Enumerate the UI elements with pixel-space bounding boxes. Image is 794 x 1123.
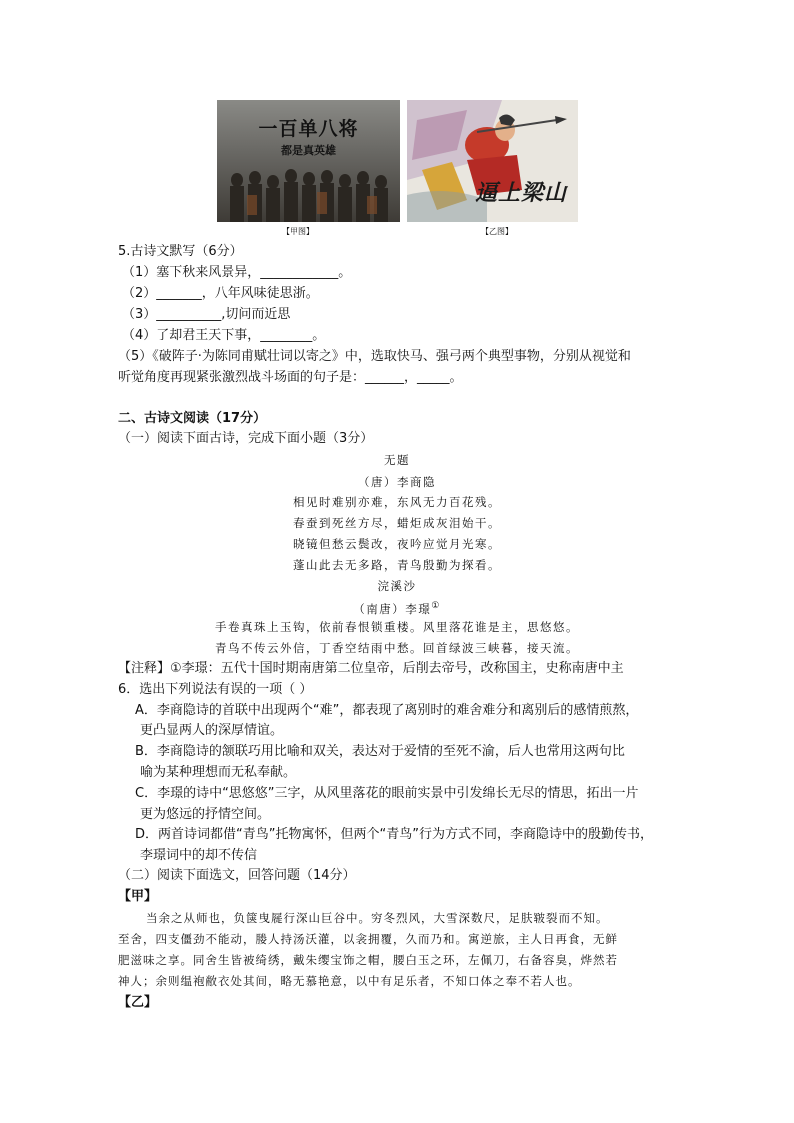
passage-jia-label: 【甲】 (118, 889, 158, 904)
q5-item-4: （4）了却君王天下事，________。 (122, 328, 326, 343)
q5-item-3: （3）__________,切问而近思 (122, 307, 291, 322)
yi-image-title: 逼上梁山 (475, 180, 568, 206)
passage-jia-line-3: 肥滋味之享。同舍生皆被绮绣，戴朱缨宝饰之帽，腰白玉之环，左佩刀，右备容臭，烨然若 (118, 953, 618, 967)
poem1-line-4: 蓬山此去无多路，青鸟殷勤为探看。 (293, 558, 501, 572)
q5-item-5-line1: （5）《破阵子·为陈同甫赋壮词以寄之》中，选取快马、强弓两个典型事物，分别从视觉和 (118, 349, 631, 364)
q6-option-d-line1: D．两首诗词都借“青鸟”托物寓怀，但两个“青鸟”行为方式不同，李商隐诗中的殷勤传书， (135, 827, 653, 842)
section2-title: 二、古诗文阅读（17分） (118, 411, 267, 426)
jia-image-title: 一百单八将 (258, 118, 359, 140)
section2-sub2: （二）阅读下面选文，回答问题（14分） (118, 868, 356, 883)
passage-jia-line-4: 神人；余则缊袍敝衣处其间，略无慕艳意，以中有足乐者，不知口体之奉不若人也。 (118, 974, 581, 988)
jia-image-subtitle: 都是真英雄 (281, 144, 336, 157)
section2-sub1: （一）阅读下面古诗，完成下面小题（3分） (118, 431, 374, 446)
poem1-author: （唐）李商隐 (358, 475, 436, 489)
jia-image-caption: 【甲图】 (282, 227, 314, 236)
q5-item-5-line2: 听觉角度再现紧张激烈战斗场面的句子是：______，_____。 (118, 370, 463, 385)
q5-item-2: （2）_______，八年风味徒思浙。 (122, 286, 319, 301)
q6-option-d-line2: 李璟词中的却不传信 (140, 848, 258, 863)
q6-option-b-line2: 喻为某种理想而无私奉献。 (140, 765, 297, 780)
q6-stem: 6．选出下列说法有误的一项（ ） (118, 682, 313, 697)
yi-image (407, 100, 578, 222)
poem1-line-3: 晓镜但愁云鬓改，夜吟应觉月光寒。 (293, 537, 501, 551)
poem-note: 【注释】①李璟：五代十国时期南唐第二位皇帝，后削去帝号，改称国主，史称南唐中主 (118, 661, 624, 676)
passage-yi-label: 【乙】 (118, 995, 158, 1010)
q6-option-c-line1: C．李璟的诗中“思悠悠”三字，从风里落花的眼前实景中引发绵长无尽的情思，拓出一片 (135, 786, 639, 801)
poem2-line-2: 青鸟不传云外信，丁香空结雨中愁。回首绿波三峡暮，接天流。 (215, 641, 579, 655)
yi-image-caption: 【乙图】 (481, 227, 513, 236)
q5-item-1: （1）塞下秋来风景异，____________。 (122, 265, 352, 280)
q6-option-b-line1: B．李商隐诗的颔联巧用比喻和双关，表达对于爱情的至死不渝，后人也常用这两句比 (135, 744, 625, 759)
poem1-line-1: 相见时难别亦难，东风无力百花残。 (293, 495, 501, 509)
poem2-title: 浣溪沙 (377, 579, 417, 593)
q6-option-a-line2: 更凸显两人的深厚情谊。 (140, 723, 284, 738)
q6-option-a-line1: A．李商隐诗的首联中出现两个“难”，都表现了离别时的难舍难分和离别后的感情煎熬， (135, 703, 639, 718)
poem2-author-row (0, 598, 794, 617)
jia-image (217, 100, 400, 222)
passage-jia-line-1: 当余之从师也，负箧曳屣行深山巨谷中。穷冬烈风，大雪深数尺，足肤皲裂而不知。 (146, 911, 609, 925)
passage-jia-line-2: 至舍，四支僵劲不能动，媵人持汤沃灌，以衾拥覆，久而乃和。寓逆旅，主人日再食，无鲜 (118, 932, 618, 946)
poem2-author-mark: ① (431, 601, 441, 611)
poem2-line-1: 手卷真珠上玉钩，依前春恨锁重楼。风里落花谁是主，思悠悠。 (215, 620, 579, 634)
poem1-line-2: 春蚕到死丝方尽，蜡炬成灰泪始干。 (293, 516, 501, 530)
poem1-title: 无题 (384, 453, 410, 467)
q6-option-c-line2: 更为悠远的抒情空间。 (140, 807, 271, 822)
q5-title: 5.古诗文默写（6分） (118, 244, 243, 259)
poem2-author: （南唐）李璟 (353, 601, 432, 616)
